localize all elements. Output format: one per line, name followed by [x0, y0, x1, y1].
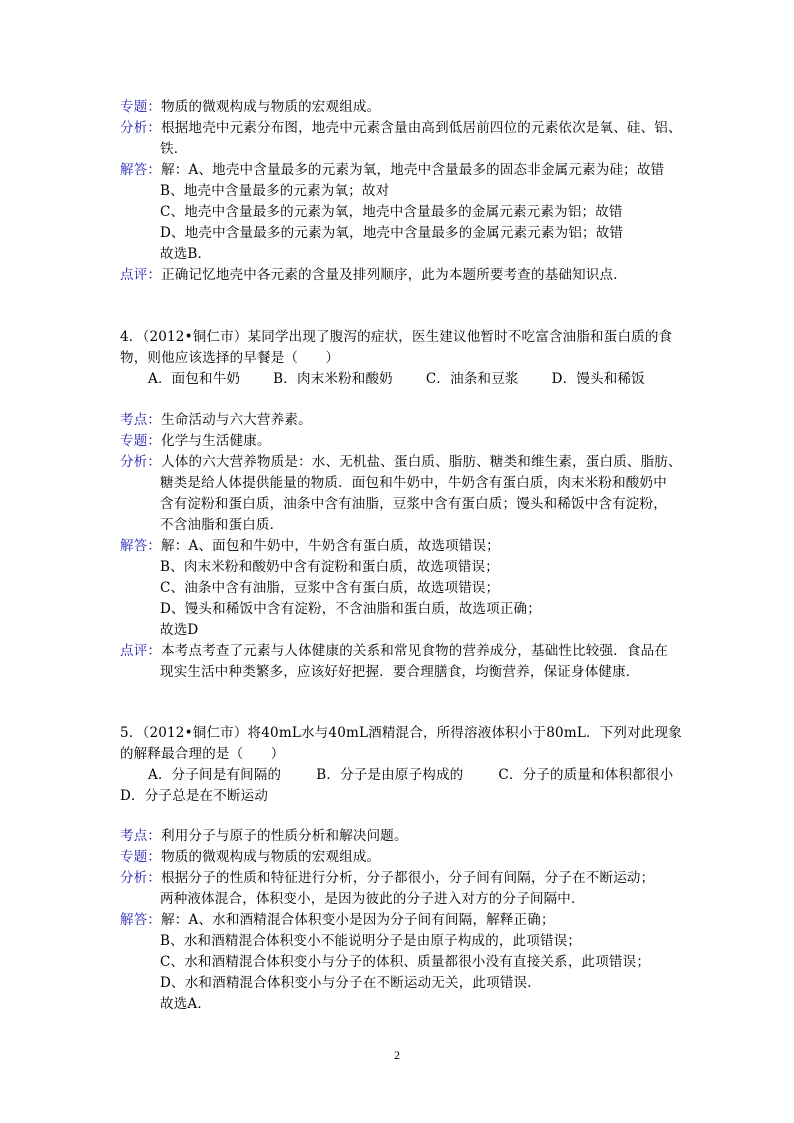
topic-text: 物质的微观构成与物质的宏观组成。 — [161, 99, 381, 115]
topic-text: 物质的微观构成与物质的宏观组成。 — [161, 849, 381, 865]
option-a: A．面包和牛奶 — [148, 371, 241, 387]
question-5-options — [148, 765, 673, 785]
analysis-text: 根据分子的性质和特征进行分析，分子都很小，分子间有间隔，分子在不断运动； — [161, 870, 655, 886]
topic-line — [120, 847, 380, 867]
option-c: C．油条和豆浆 — [425, 371, 519, 387]
question-4-stem-cont: 物，则他应该选择的早餐是（ ） — [120, 350, 340, 366]
answer-line-c: C、水和酒精混合体积变小与分子的体积、质量都很小没有直接关系，此项错误； — [160, 954, 651, 970]
topic-label: 专题： — [120, 433, 162, 449]
answer-line — [120, 536, 500, 556]
analysis-label: 分析： — [120, 454, 162, 470]
comment-text: 本考点考查了元素与人体健康的关系和常见食物的营养成分，基础性比较强．食品在 — [161, 643, 669, 659]
question-5-stem-cont: 的解释最合理的是（ ） — [120, 746, 285, 762]
analysis-line — [120, 118, 682, 138]
option-d: D．馒头和稀饭 — [551, 371, 645, 387]
answer-label: 解答： — [120, 538, 162, 554]
question-4-stem: 4．（2012•铜仁市）某同学出现了腹泻的症状，医生建议他暂时不吃富含油脂和蛋白质的食 — [120, 329, 673, 345]
exam-point-text: 生命活动与六大营养素。 — [161, 412, 312, 428]
answer-line-d: D、地壳中含量最多的元素为氧，地壳中含量最多的金属元素元素为铝；故错 — [160, 225, 624, 241]
answer-label: 解答： — [120, 912, 162, 928]
answer-line-d: D、水和酒精混合体积变小与分子在不断运动无关，此项错误． — [160, 975, 541, 991]
analysis-line — [120, 868, 654, 888]
answer-line-d: D、馒头和稀饭中含有淀粉，不含油脂和蛋白质，故选项正确； — [160, 601, 541, 617]
analysis-line-cont: 两种液体混合，体积变小，是因为彼此的分子进入对方的分子间隔中． — [160, 891, 585, 907]
answer-conclusion: 故选B． — [160, 246, 212, 262]
analysis-text: 根据地壳中元素分布图，地壳中元素含量由高到低居前四位的元素依次是氧、硅、铝、 — [161, 120, 682, 136]
comment-label: 点评： — [120, 643, 162, 659]
answer-conclusion: 故选A． — [160, 996, 212, 1012]
analysis-label: 分析： — [120, 870, 162, 886]
answer-conclusion: 故选D — [160, 622, 199, 638]
option-b: B．分子是由原子构成的 — [316, 767, 464, 783]
topic-line — [120, 431, 271, 451]
answer-line-c: C、油条中含有油脂，豆浆中含有蛋白质，故选项错误； — [160, 580, 500, 596]
exam-point-label: 考点： — [120, 412, 162, 428]
answer-text: 解：A、地壳中含量最多的元素为氧，地壳中含量最多的固态非金属元素为硅；故错 — [161, 162, 665, 178]
question-5-option-d: D．分子总是在不断运动 — [120, 788, 269, 804]
answer-line-c: C、地壳中含量最多的元素为氧，地壳中含量最多的金属元素元素为铝；故错 — [160, 204, 623, 220]
option-c: C．分子的质量和体积都很小 — [498, 767, 674, 783]
answer-label: 解答： — [120, 162, 162, 178]
analysis-line-cont: 糖类是给人体提供能量的物质．面包和牛奶中，牛奶含有蛋白质，肉末米粉和酸奶中 — [160, 475, 667, 491]
exam-point-line — [120, 826, 408, 846]
comment-line — [120, 265, 627, 285]
answer-line-b: B、肉末米粉和酸奶中含有淀粉和蛋白质，故选项错误； — [160, 559, 499, 575]
analysis-text: 人体的六大营养物质是：水、无机盐、蛋白质、脂肪、糖类和维生素，蛋白质、脂肪、 — [161, 454, 682, 470]
comment-line — [120, 641, 668, 661]
comment-label: 点评： — [120, 267, 162, 283]
exam-point-text: 利用分子与原子的性质分析和解决问题。 — [161, 828, 408, 844]
analysis-line — [120, 452, 682, 472]
exam-point-label: 考点： — [120, 828, 162, 844]
topic-line — [120, 97, 380, 117]
comment-text: 正确记忆地壳中各元素的含量及排列顺序，此为本题所要考查的基础知识点． — [161, 267, 627, 283]
answer-text: 解：A、面包和牛奶中，牛奶含有蛋白质，故选项错误； — [161, 538, 500, 554]
answer-line — [120, 160, 664, 180]
option-a: A．分子间是有间隔的 — [148, 767, 282, 783]
analysis-line-cont: 不含油脂和蛋白质． — [160, 517, 284, 533]
exam-point-line — [120, 410, 312, 430]
answer-text: 解：A、水和酒精混合体积变小是因为分子间有间隔，解释正确； — [161, 912, 555, 928]
question-5-stem: 5．（2012•铜仁市）将40mL水与40mL酒精混合，所得溶液体积小于80mL．下列对此现象 — [120, 725, 682, 741]
analysis-line-cont: 含有淀粉和蛋白质，油条中含有油脂，豆浆中含有蛋白质；馒头和稀饭中含有淀粉， — [160, 496, 667, 512]
topic-label: 专题： — [120, 99, 162, 115]
comment-line-cont: 现实生活中种类繁多，应该好好把握．要合理膳食，均衡营养，保证身体健康． — [160, 664, 640, 680]
question-4-options — [148, 369, 645, 389]
answer-line-b: B、水和酒精混合体积变小不能说明分子是由原子构成的，此项错误； — [160, 933, 582, 949]
topic-text: 化学与生活健康。 — [161, 433, 271, 449]
option-b: B．肉末米粉和酸奶 — [273, 371, 393, 387]
topic-label: 专题： — [120, 849, 162, 865]
analysis-line-cont: 铁． — [160, 141, 188, 157]
analysis-label: 分析： — [120, 120, 162, 136]
answer-line-b: B、地壳中含量最多的元素为氧；故对 — [160, 183, 390, 199]
page-number: 2 — [394, 1048, 400, 1062]
answer-line — [120, 910, 555, 930]
